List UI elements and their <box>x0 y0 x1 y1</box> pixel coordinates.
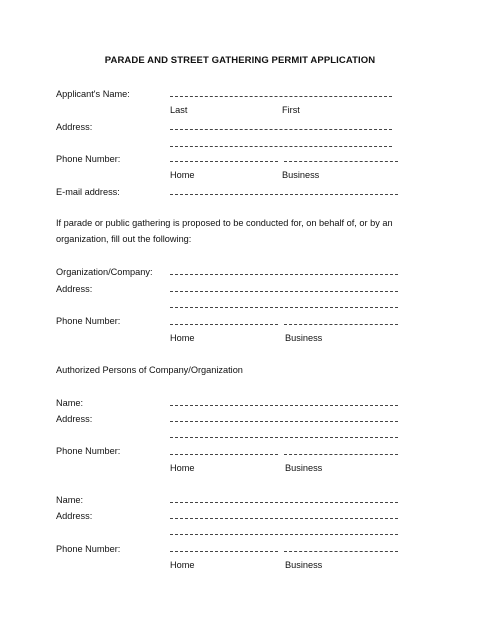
home-caption: Home <box>170 560 195 570</box>
home-caption: Home <box>170 333 195 343</box>
home-caption: Home <box>170 170 195 180</box>
person-address-field-2[interactable] <box>170 534 398 535</box>
applicant-phone-label: Phone Number: <box>56 154 121 164</box>
business-caption: Business <box>282 170 320 180</box>
person-phone-label: Phone Number: <box>56 446 121 456</box>
applicant-address-label: Address: <box>56 122 93 132</box>
last-name-caption: Last <box>170 105 188 115</box>
applicant-email-label: E-mail address: <box>56 187 120 197</box>
organization-address-field-1[interactable] <box>170 291 398 292</box>
organization-instructions: If parade or public gathering is proposed to be conducted for, on behalf of, or by an organization, fill out the following: <box>56 218 393 244</box>
person-address-field-1[interactable] <box>170 518 398 519</box>
person-name-label: Name: <box>56 495 84 505</box>
organization-business-phone-field[interactable] <box>284 324 398 325</box>
person-business-phone-field[interactable] <box>284 551 398 552</box>
person-address-field-1[interactable] <box>170 421 398 422</box>
person-name-label: Name: <box>56 398 84 408</box>
organization-address-field-2[interactable] <box>170 307 398 308</box>
applicant-address-field-1[interactable] <box>170 129 392 130</box>
organization-field[interactable] <box>170 274 398 275</box>
person-home-phone-field[interactable] <box>170 454 278 455</box>
person-address-label: Address: <box>56 414 93 424</box>
applicant-business-phone-field[interactable] <box>284 161 398 162</box>
person-home-phone-field[interactable] <box>170 551 278 552</box>
first-name-caption: First <box>282 105 300 115</box>
home-caption: Home <box>170 463 195 473</box>
business-caption: Business <box>285 333 323 343</box>
applicant-name-field[interactable] <box>170 96 392 97</box>
applicant-home-phone-field[interactable] <box>170 161 278 162</box>
person-phone-label: Phone Number: <box>56 544 121 554</box>
authorized-persons-heading: Authorized Persons of Company/Organization <box>56 365 243 375</box>
person-address-label: Address: <box>56 511 93 521</box>
organization-address-label: Address: <box>56 284 93 294</box>
business-caption: Business <box>285 560 323 570</box>
person-business-phone-field[interactable] <box>284 454 398 455</box>
applicant-address-field-2[interactable] <box>170 146 392 147</box>
applicant-name-label: Applicant's Name: <box>56 89 130 99</box>
organization-phone-label: Phone Number: <box>56 316 121 326</box>
business-caption: Business <box>285 463 323 473</box>
person-name-field[interactable] <box>170 405 398 406</box>
organization-home-phone-field[interactable] <box>170 324 278 325</box>
person-name-field[interactable] <box>170 502 398 503</box>
applicant-email-field[interactable] <box>170 194 398 195</box>
organization-label: Organization/Company: <box>56 267 153 277</box>
form-title: PARADE AND STREET GATHERING PERMIT APPLICATION <box>104 55 376 66</box>
person-address-field-2[interactable] <box>170 437 398 438</box>
